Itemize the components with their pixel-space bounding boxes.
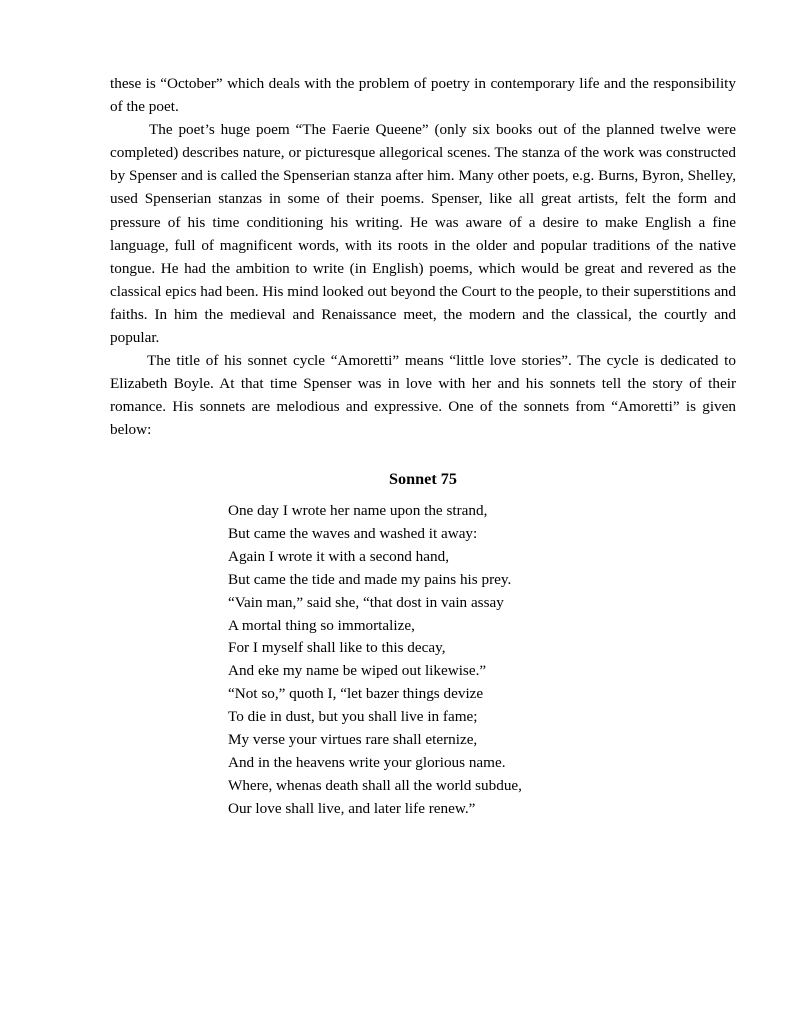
poem-line: And eke my name be wiped out likewise.” xyxy=(228,662,487,680)
poem-line: To die in dust, but you shall live in fame; xyxy=(228,708,478,726)
poem-line: “Vain man,” said she, “that dost in vain assay xyxy=(228,593,504,611)
poem-line: But came the tide and made my pains his prey. xyxy=(228,570,512,588)
paragraph-october: these is “October” which deals with the problem of poetry in contemporary life and the responsibility of the poet. xyxy=(110,75,736,116)
poem-line: Again I wrote it with a second hand, xyxy=(228,547,450,565)
sonnet-body xyxy=(228,500,522,821)
paragraph-faerie-queene: The poet’s huge poem “The Faerie Queene” (only six books out of the planned twelve were completed) describes nature, or picturesque allegorical scenes. The stanza of the work was constructed by Spenser and is called the Spenserian stanza after him. Many other poets, e.g. Burns, Byron, Shelley, used Spenserian stanzas in some of their poems. Spenser, like all great artists, felt the form and pressure of his time conditioning his writing. He was aware of a desire to make English a fine language, full of magnificent words, with its roots in the older and popular traditions of the native tongue. He had the ambition to write (in English) poems, which would be great and revered as the classical epics had been. His mind looked out beyond the Court to the people, to their superstitions and faiths. In him the medieval and Renaissance meet, the modern and the classical, the courtly and popular. xyxy=(110,121,736,347)
poem-line: My verse your virtues rare shall eternize, xyxy=(228,731,478,749)
poem-line: A mortal thing so immortalize, xyxy=(228,616,415,634)
poem-line: One day I wrote her name upon the strand, xyxy=(228,502,488,519)
sonnet-title: Sonnet 75 xyxy=(389,470,457,488)
poem-line: Our love shall live, and later life renew.” xyxy=(228,799,476,817)
poem-line: But came the waves and washed it away: xyxy=(228,524,478,542)
poem-line: “Not so,” quoth I, “let bazer things devize xyxy=(228,685,484,703)
poem-line: Where, whenas death shall all the world subdue, xyxy=(228,776,522,794)
poem-line: For I myself shall like to this decay, xyxy=(228,639,446,657)
poem-line: And in the heavens write your glorious name. xyxy=(228,753,506,771)
paragraph-amoretti: The title of his sonnet cycle “Amoretti” means “little love stories”. The cycle is dedicated to Elizabeth Boyle. At that time Spenser was in love with her and his sonnets tell the story of their romance. His sonnets are melodious and expressive. One of the sonnets from “Amoretti” is given below: xyxy=(110,352,736,439)
body-text xyxy=(110,72,736,442)
